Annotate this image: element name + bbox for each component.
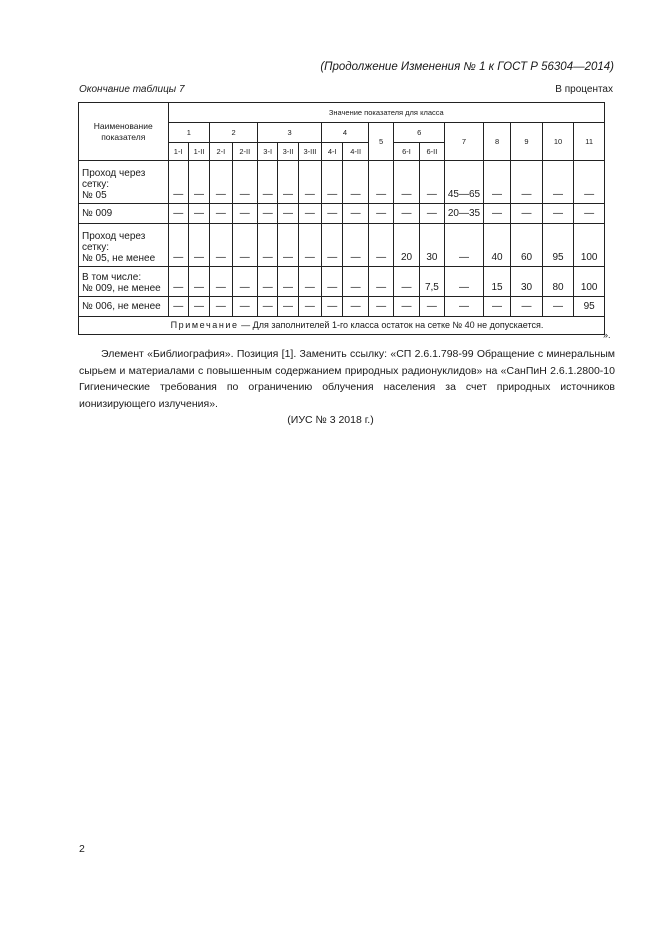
table-caption: Окончание таблицы 7 (79, 84, 185, 95)
table-cell: — (483, 161, 510, 204)
table-cell: — (232, 297, 257, 317)
table-cell: 40 (483, 224, 510, 267)
table-cell: — (322, 224, 343, 267)
subclass-header: 3-I (258, 143, 278, 161)
table-cell: 30 (419, 224, 444, 267)
table-cell: — (188, 267, 209, 297)
table-cell: — (168, 267, 188, 297)
table-cell: — (298, 161, 321, 204)
subclass-header: 1-II (188, 143, 209, 161)
table-cell: — (368, 224, 393, 267)
table-cell: 30 (511, 267, 543, 297)
table-row (79, 267, 605, 297)
class-header: 4 (322, 123, 369, 143)
table-cell: — (298, 267, 321, 297)
table-cell: — (322, 161, 343, 204)
table-cell: — (394, 267, 419, 297)
table-cell: — (258, 204, 278, 224)
table-cell: — (343, 204, 368, 224)
table-cell: — (168, 224, 188, 267)
table-cell: — (445, 297, 484, 317)
table-cell: — (168, 204, 188, 224)
class-header: 1 (168, 123, 210, 143)
row-label-line: В том числе: (82, 272, 142, 283)
row-label-line: № 006, не менее (82, 301, 161, 312)
table-unit: В процентах (555, 84, 613, 95)
table-cell: — (188, 297, 209, 317)
row-label (79, 161, 169, 204)
table-cell: — (343, 267, 368, 297)
table-cell: — (419, 297, 444, 317)
table-cell: — (322, 204, 343, 224)
row-label (79, 267, 169, 297)
table-cell: — (278, 204, 298, 224)
table-cell: — (232, 267, 257, 297)
table-cell: 80 (542, 267, 574, 297)
row-label-line: № 009 (82, 208, 113, 219)
class-header: 7 (445, 123, 484, 161)
subclass-header: 6-I (394, 143, 419, 161)
row-label-line: сетку: (82, 179, 110, 190)
table-cell: — (188, 161, 209, 204)
table-cell: — (574, 161, 605, 204)
table-cell: — (278, 161, 298, 204)
table-cell: — (542, 297, 574, 317)
table-cell: — (343, 297, 368, 317)
row-label-line: Проход через (82, 231, 146, 242)
table-cell: — (368, 204, 393, 224)
row-label (79, 297, 169, 317)
table-cell: — (394, 297, 419, 317)
value-group-header: Значение показателя для класса (168, 103, 604, 123)
table-cell: — (168, 161, 188, 204)
table-cell: — (394, 161, 419, 204)
table-cell: — (343, 161, 368, 204)
table-note (79, 317, 605, 335)
table-cell: — (322, 267, 343, 297)
table-cell: — (232, 204, 257, 224)
table-cell: — (322, 297, 343, 317)
table-cell: — (210, 267, 232, 297)
table-cell: — (298, 204, 321, 224)
table-cell: — (168, 297, 188, 317)
table-cell: — (278, 267, 298, 297)
table-cell: — (419, 161, 444, 204)
table-cell: — (210, 224, 232, 267)
class-header: 10 (542, 123, 574, 161)
table-cell: — (258, 297, 278, 317)
table-cell: 15 (483, 267, 510, 297)
subclass-header: 3-II (278, 143, 298, 161)
table-row (79, 204, 605, 224)
table-cell: — (258, 224, 278, 267)
table-cell: — (574, 204, 605, 224)
table-cell: 7,5 (419, 267, 444, 297)
table-row (79, 224, 605, 267)
table-cell: — (483, 204, 510, 224)
bibliography-paragraph: Элемент «Библиография». Позиция [1]. Заменить ссылку: «СП 2.6.1.798-99 Обращение с минеральным сырьем и материалами с повышенным содержанием природных радионуклидов» на «СанПиН 2.6.1.2800-10 Гигиенические требования по ограничению облучения населения за счет природных источников ионизирующего излучения». (79, 348, 615, 410)
table-cell: — (258, 267, 278, 297)
class-header: 6 (394, 123, 445, 143)
table-cell: — (278, 297, 298, 317)
table-cell: — (278, 224, 298, 267)
table-cell: — (542, 204, 574, 224)
table-cell: — (445, 267, 484, 297)
class-header: 2 (210, 123, 258, 143)
note-label: Примечание (170, 320, 239, 330)
row-label-line: сетку: (82, 242, 110, 253)
quote-end: ». (603, 330, 611, 340)
table-cell: 45—65 (445, 161, 484, 204)
table-cell: — (368, 297, 393, 317)
table-cell: — (188, 204, 209, 224)
table-cell: 20 (394, 224, 419, 267)
subclass-header: 4-I (322, 143, 343, 161)
row-label-line: № 009, не менее (82, 283, 161, 294)
row-label-line: № 05 (82, 190, 107, 201)
table-cell: — (368, 267, 393, 297)
subclass-header: 6-II (419, 143, 444, 161)
amendment-header-note: (Продолжение Изменения № 1 к ГОСТ Р 56304—2014) (320, 61, 614, 73)
table-cell: — (483, 297, 510, 317)
table-row (79, 161, 605, 204)
row-label-line: Проход через (82, 168, 146, 179)
subclass-header: 1-I (168, 143, 188, 161)
table-cell: — (232, 224, 257, 267)
subclass-header: 2-II (232, 143, 257, 161)
table-cell: — (298, 297, 321, 317)
table-cell: — (298, 224, 321, 267)
name-column-header: Наименование показателя (79, 103, 169, 161)
indicators-table (78, 102, 605, 335)
table-cell: 100 (574, 224, 605, 267)
table-cell: — (232, 161, 257, 204)
row-label (79, 224, 169, 267)
table-cell: — (210, 161, 232, 204)
class-header: 5 (368, 123, 393, 161)
class-header: 11 (574, 123, 605, 161)
row-label-line: № 05, не менее (82, 253, 156, 264)
table-cell: 95 (574, 297, 605, 317)
subclass-header: 2-I (210, 143, 232, 161)
note-text: — Для заполнителей 1-го класса остаток на сетке № 40 не допускается. (238, 320, 544, 330)
class-header: 8 (483, 123, 510, 161)
ius-reference: (ИУС № 3 2018 г.) (287, 414, 374, 426)
table-row (79, 297, 605, 317)
table-cell: 100 (574, 267, 605, 297)
subclass-header: 4-II (343, 143, 368, 161)
table-cell: — (445, 224, 484, 267)
subclass-header: 3-III (298, 143, 321, 161)
row-label (79, 204, 169, 224)
table-cell: — (511, 161, 543, 204)
table-cell: — (210, 204, 232, 224)
table-cell: — (188, 224, 209, 267)
table-cell: 20—35 (445, 204, 484, 224)
table-cell: 95 (542, 224, 574, 267)
class-header: 9 (511, 123, 543, 161)
class-header: 3 (258, 123, 322, 143)
page-number: 2 (79, 843, 85, 855)
table-cell: — (343, 224, 368, 267)
table-cell: — (419, 204, 444, 224)
table-cell: — (210, 297, 232, 317)
table-cell: — (542, 161, 574, 204)
table-note-row (79, 317, 605, 335)
table-cell: — (394, 204, 419, 224)
table-cell: — (511, 204, 543, 224)
table-cell: — (368, 161, 393, 204)
table-cell: — (511, 297, 543, 317)
table-cell: 60 (511, 224, 543, 267)
table-cell: — (258, 161, 278, 204)
